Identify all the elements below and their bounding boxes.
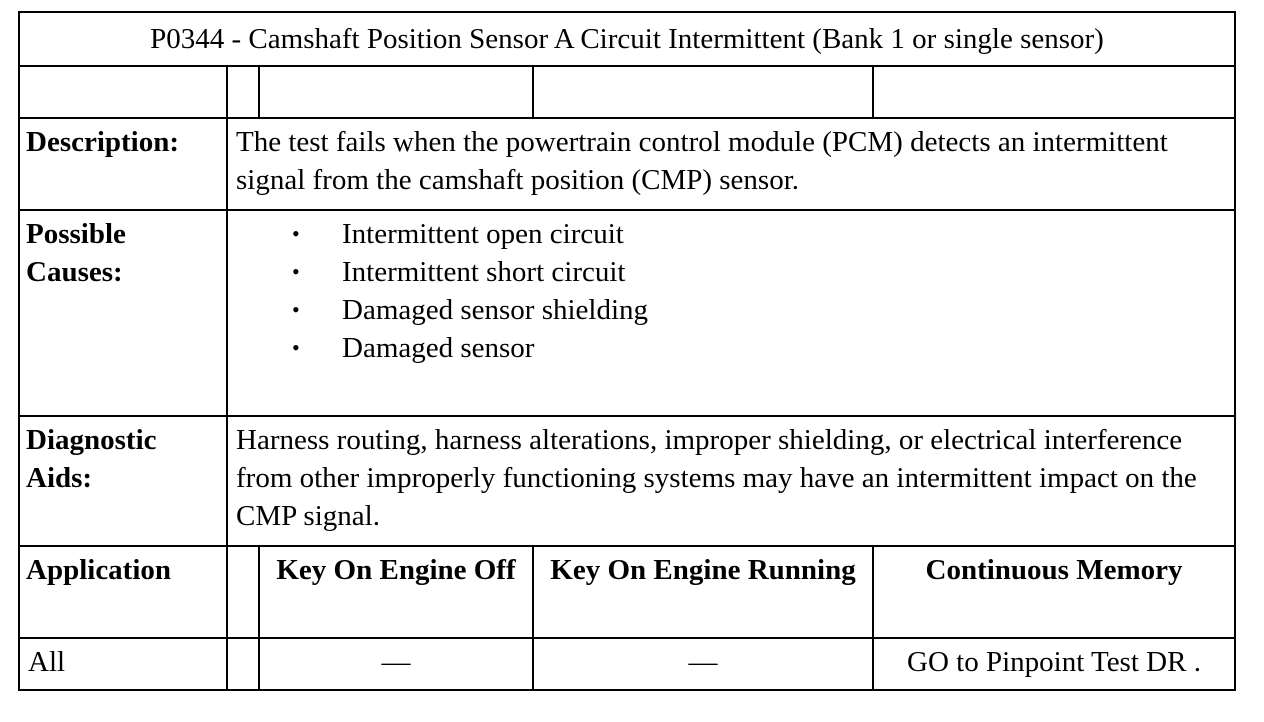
column-header-continuous-memory: Continuous Memory xyxy=(873,546,1235,638)
possible-causes-list-cell xyxy=(227,210,1235,416)
cause-item: • Intermittent open circuit xyxy=(342,215,1228,253)
diagnostic-aids-label-line2: Aids: xyxy=(26,462,93,494)
koeo-value: — xyxy=(259,638,533,690)
description-label: Description: xyxy=(19,118,227,210)
possible-causes-label-line1: Possible xyxy=(26,218,126,250)
column-header-koer: Key On Engine Running xyxy=(533,546,873,638)
application-data-row xyxy=(19,638,1235,690)
possible-causes-list xyxy=(236,215,1228,367)
empty-cell xyxy=(19,66,227,118)
column-header-koeo: Key On Engine Off xyxy=(259,546,533,638)
dtc-table xyxy=(18,11,1236,691)
description-text: The test fails when the powertrain control module (PCM) detects an intermittent signal from the camshaft position (CMP) sensor. xyxy=(227,118,1235,210)
possible-causes-label xyxy=(19,210,227,416)
empty-cell xyxy=(873,66,1235,118)
diagnostic-aids-label-line1: Diagnostic xyxy=(26,424,157,456)
diagnostic-aids-row xyxy=(19,416,1235,546)
empty-spacer-row xyxy=(19,66,1235,118)
possible-causes-row xyxy=(19,210,1235,416)
cause-item: • Damaged sensor xyxy=(342,329,1228,367)
empty-cell xyxy=(533,66,873,118)
dtc-title: P0344 - Camshaft Position Sensor A Circuit Intermittent (Bank 1 or single sensor) xyxy=(19,12,1235,66)
pinpoint-test-link[interactable]: GO to Pinpoint Test DR . xyxy=(873,638,1235,690)
cause-item: • Intermittent short circuit xyxy=(342,253,1228,291)
diagnostic-aids-label xyxy=(19,416,227,546)
description-row xyxy=(19,118,1235,210)
empty-cell xyxy=(227,66,259,118)
empty-cell xyxy=(227,638,259,690)
application-header-row xyxy=(19,546,1235,638)
application-all-label: All xyxy=(19,638,227,690)
application-label: Application xyxy=(19,546,227,638)
empty-cell xyxy=(227,546,259,638)
cause-item: • Damaged sensor shielding xyxy=(342,291,1228,329)
empty-cell xyxy=(259,66,533,118)
koer-value: — xyxy=(533,638,873,690)
diagnostic-aids-text: Harness routing, harness alterations, improper shielding, or electrical interference from other improperly functioning systems may have an intermittent impact on the CMP signal. xyxy=(227,416,1235,546)
possible-causes-label-line2: Causes: xyxy=(26,256,123,288)
